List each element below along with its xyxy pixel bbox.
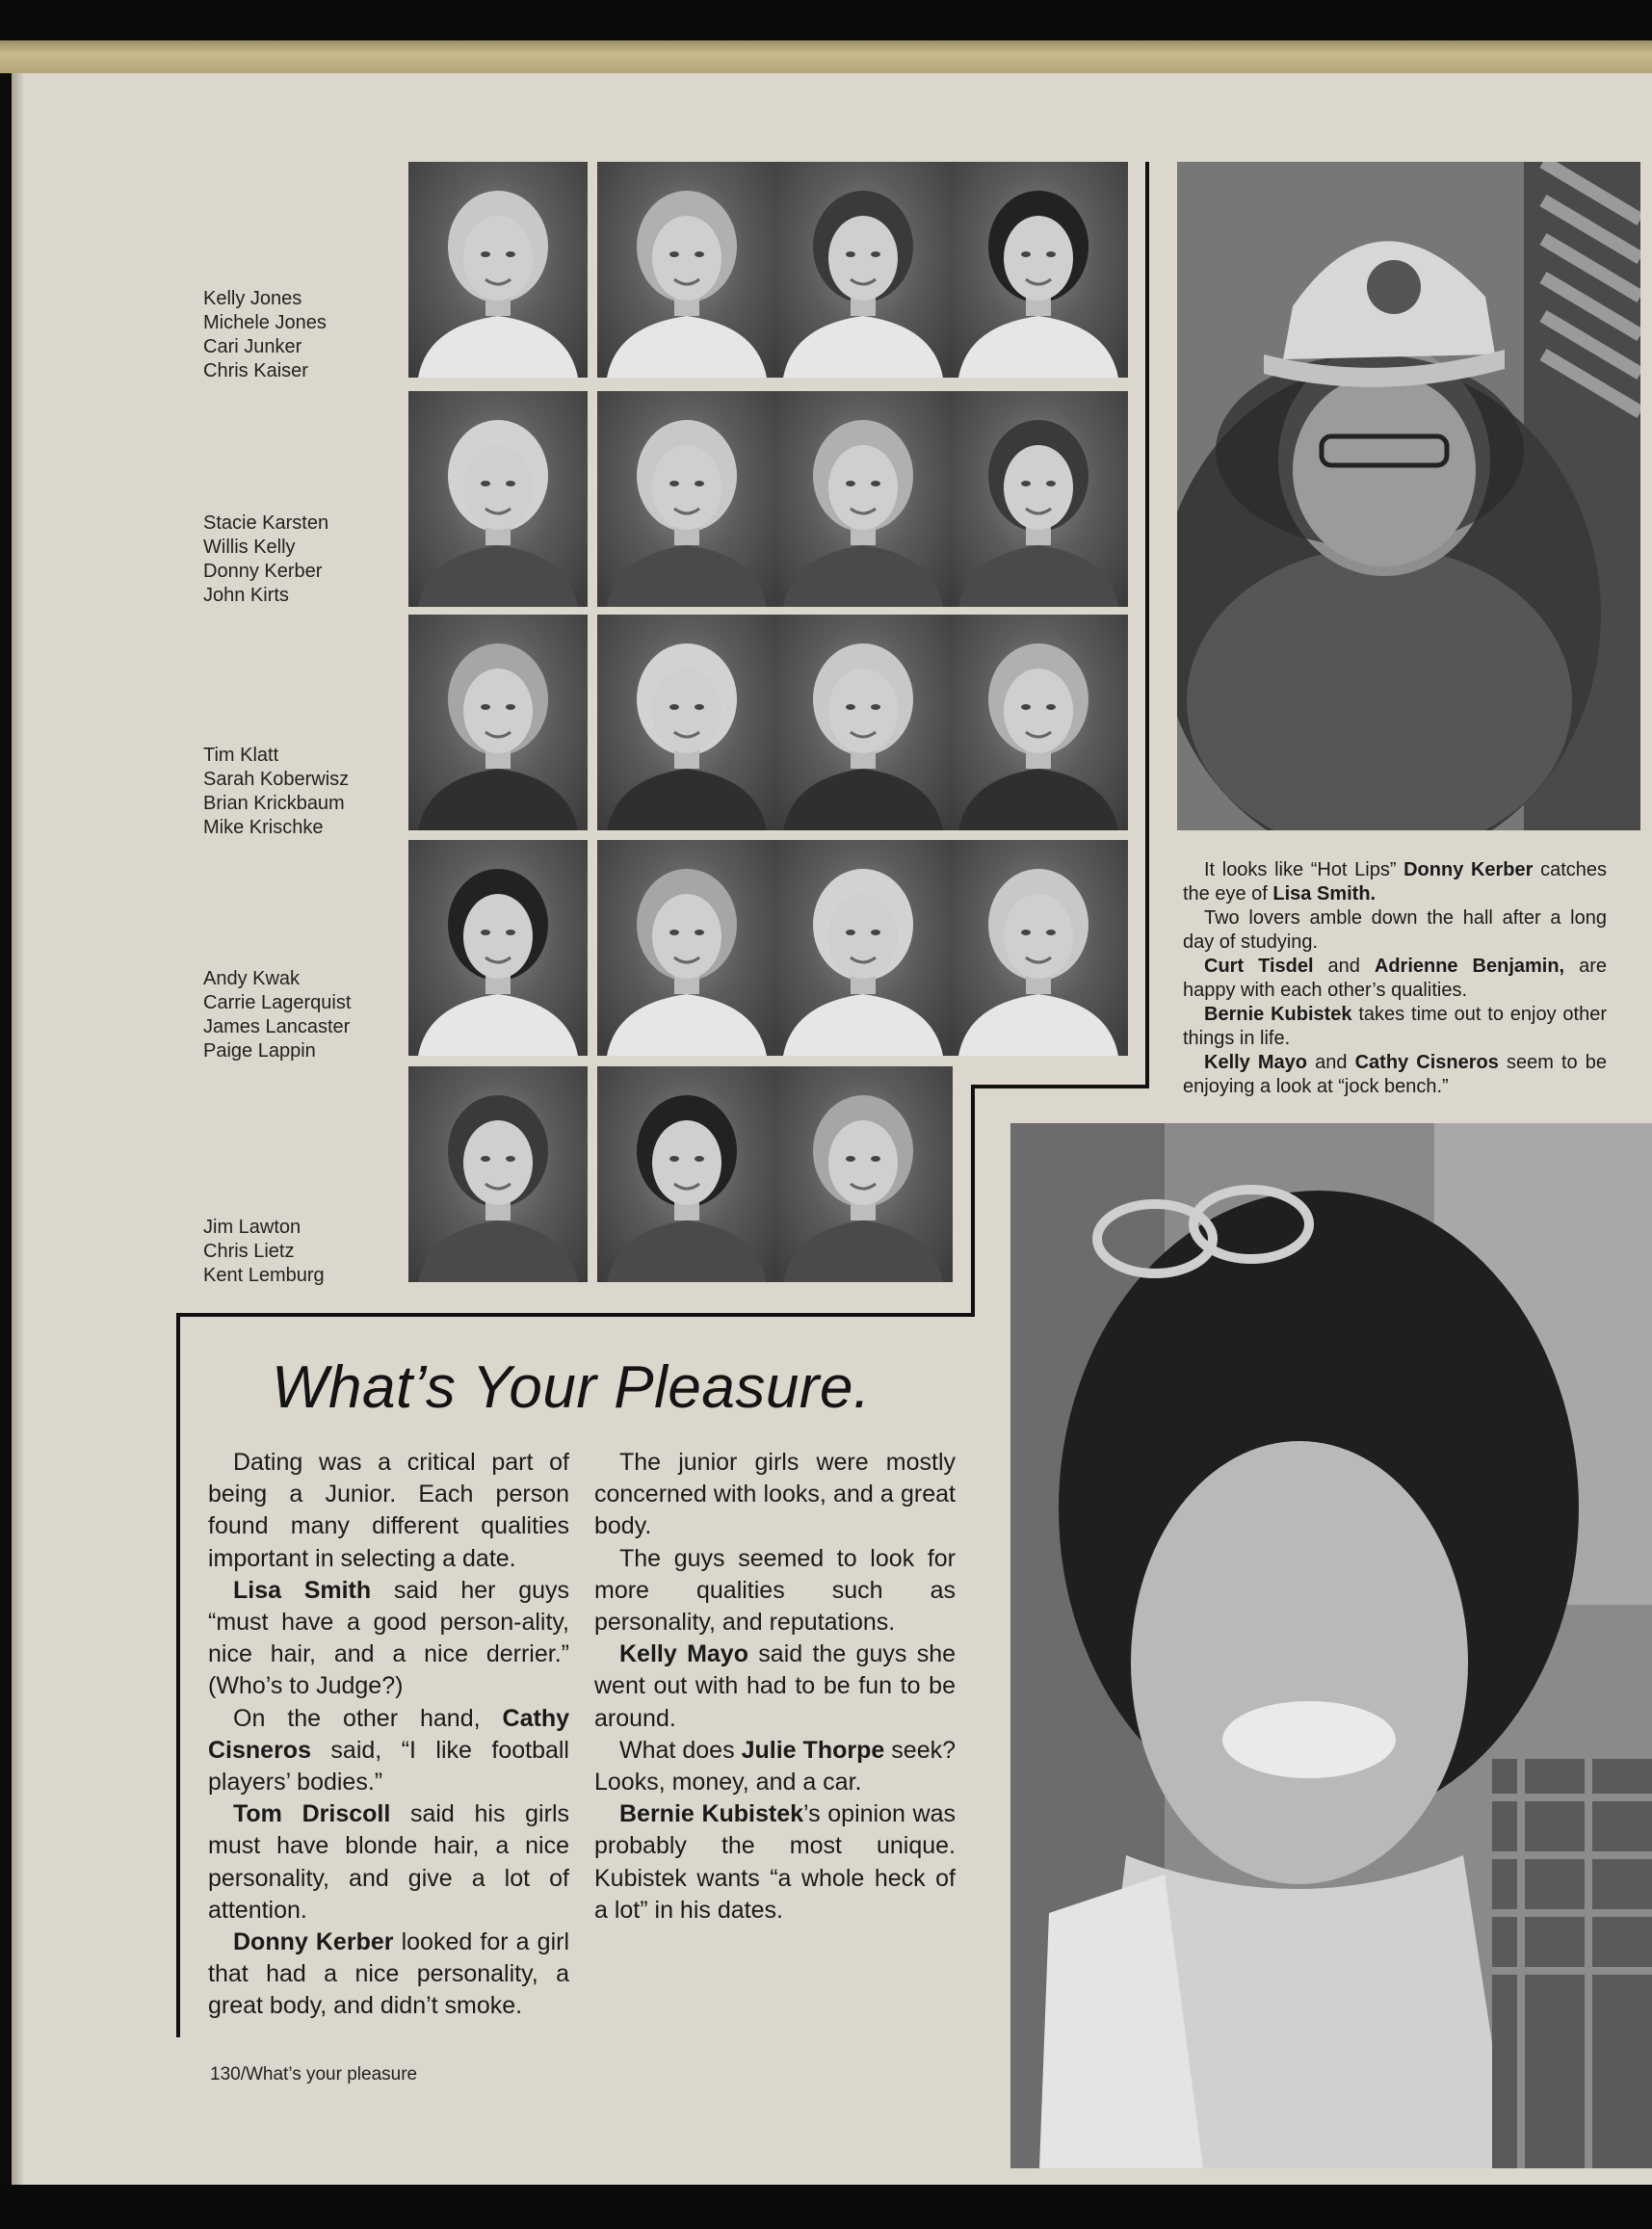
student-name: Tim Klatt	[203, 745, 279, 766]
student-name: Lisa Smith	[233, 1576, 372, 1604]
student-name: Stacie Karsten	[203, 512, 329, 534]
photo-captions	[1183, 858, 1607, 1099]
student-name: Mike Krischke	[203, 817, 324, 838]
student-name: Donny Kerber	[233, 1928, 394, 1956]
student-name: Donny Kerber	[1403, 859, 1534, 880]
name-list-row-5	[203, 1216, 325, 1288]
student-portrait	[949, 615, 1128, 830]
student-portrait	[408, 615, 588, 830]
student-portrait	[949, 162, 1128, 378]
frame-rule	[971, 1085, 975, 1316]
student-portrait	[408, 840, 588, 1056]
paragraph	[594, 1639, 956, 1735]
text: It looks like “Hot Lips”	[1204, 859, 1404, 880]
text: Two lovers amble down the hall after a long day of studying.	[1183, 907, 1607, 953]
paragraph	[594, 1543, 956, 1639]
caption-line	[1183, 1003, 1607, 1051]
paragraph	[594, 1735, 956, 1798]
student-portrait	[597, 391, 776, 607]
student-portrait	[597, 1066, 776, 1282]
student-name: Cari Junker	[203, 336, 302, 357]
caption-line	[1183, 858, 1607, 906]
article-column-1	[208, 1447, 569, 2023]
text: catches the eye of	[1183, 859, 1607, 905]
student-name: Chris Lietz	[203, 1241, 295, 1262]
caption-line	[1183, 906, 1607, 955]
student-name: Michele Jones	[203, 312, 327, 333]
text: What does	[619, 1736, 742, 1764]
student-name: Kelly Jones	[203, 288, 302, 309]
student-name: Willis Kelly	[203, 537, 296, 558]
name-list-row-2	[203, 511, 328, 608]
paragraph	[208, 1447, 569, 1575]
paragraph	[208, 1798, 569, 1927]
student-name: Jim Lawton	[203, 1217, 302, 1238]
text: takes time out to enjoy other things in life.	[1183, 1004, 1608, 1049]
student-portrait	[597, 615, 776, 830]
paragraph	[208, 1927, 569, 2023]
book-binding-edge	[0, 40, 1652, 73]
student-portrait	[408, 162, 588, 378]
candid-photo-cap	[1177, 162, 1640, 830]
student-portrait	[774, 162, 953, 378]
page-gutter	[12, 69, 23, 2190]
student-name: Paige Lappin	[203, 1040, 316, 1062]
student-name: Lisa Smith.	[1272, 883, 1377, 905]
text: and	[1313, 956, 1375, 977]
text: and	[1307, 1052, 1355, 1073]
caption-line	[1183, 1051, 1607, 1099]
text: The junior girls were mostly concerned with looks, and a great body.	[594, 1449, 956, 1540]
paragraph	[208, 1575, 569, 1703]
paragraph	[594, 1447, 956, 1543]
student-portrait	[774, 391, 953, 607]
paragraph	[208, 1703, 569, 1799]
scan-bottom-border	[0, 2185, 1652, 2229]
student-name: Cathy Cisneros	[1354, 1052, 1499, 1073]
student-portrait	[774, 1066, 953, 1282]
scan-top-border	[0, 0, 1652, 40]
student-portrait	[949, 840, 1128, 1056]
page-footer: 130/What’s your pleasure	[210, 2064, 418, 2085]
frame-rule	[973, 1085, 1149, 1088]
student-portrait	[408, 391, 588, 607]
text: seek? Looks, money, and a car.	[594, 1736, 956, 1796]
student-portrait	[774, 615, 953, 830]
student-name: Bernie Kubistek	[1204, 1004, 1352, 1025]
student-name: Kelly Mayo	[1204, 1052, 1308, 1073]
text: Dating was a critical part of being a Junior. Each person found many different qualities important in selecting a date.	[208, 1449, 569, 1572]
student-name: Cathy Cisneros	[208, 1704, 569, 1764]
text: The guys seemed to look for more qualities such as personality, and reputations.	[594, 1544, 956, 1637]
name-list-row-4	[203, 967, 351, 1063]
frame-rule	[176, 1313, 975, 1317]
student-name: Curt Tisdel	[1204, 956, 1314, 977]
student-name: Sarah Koberwisz	[203, 769, 350, 790]
student-name: Donny Kerber	[203, 561, 323, 582]
student-name: Andy Kwak	[203, 968, 301, 989]
student-name: Carrie Lagerquist	[203, 992, 352, 1013]
student-portrait	[408, 1066, 588, 1282]
text: seem to be enjoying a look at “jock bench.”	[1183, 1052, 1608, 1097]
name-list-row-3	[203, 744, 349, 840]
text: are happy with each other’s qualities.	[1183, 956, 1608, 1001]
text: said, “I like football players’ bodies.”	[208, 1736, 569, 1796]
text: said his girls must have blonde hair, a nice personality, and give a lot of attention.	[208, 1800, 569, 1924]
article-title: What’s Your Pleasure.	[272, 1354, 871, 1421]
student-portrait	[774, 840, 953, 1056]
student-name: Kelly Mayo	[619, 1640, 748, 1668]
caption-line	[1183, 955, 1607, 1003]
student-name: Julie Thorpe	[741, 1736, 885, 1764]
text: On the other hand,	[233, 1704, 503, 1732]
student-name: Brian Krickbaum	[203, 793, 345, 814]
article-column-2	[594, 1447, 956, 1927]
student-name: Adrienne Benjamin,	[1374, 956, 1565, 977]
student-portrait	[597, 840, 776, 1056]
text: looked for a girl that had a nice personality, a great body, and didn’t smoke.	[208, 1928, 570, 2020]
frame-rule	[176, 1313, 180, 2037]
student-name: Kent Lemburg	[203, 1265, 325, 1286]
student-portrait	[597, 162, 776, 378]
name-list-row-1	[203, 287, 327, 383]
student-name: Chris Kaiser	[203, 360, 308, 381]
student-name: Bernie Kubistek	[619, 1800, 804, 1828]
text: said the guys she went out with had to be fun to be around.	[594, 1640, 956, 1732]
candid-photo-smile	[1010, 1123, 1652, 2168]
student-portrait	[949, 391, 1128, 607]
text: said her guys “must have a good person-ality, nice hair, and a nice derrier.” (Who’s to Judge?)	[208, 1576, 569, 1700]
paragraph	[594, 1798, 956, 1927]
student-name: Tom Driscoll	[233, 1800, 391, 1828]
student-name: John Kirts	[203, 585, 289, 606]
student-name: James Lancaster	[203, 1016, 351, 1037]
frame-rule	[1145, 162, 1149, 1087]
text: ’s opinion was probably the most unique. Kubistek wants “a whole heck of a lot” in his dates.	[594, 1800, 956, 1924]
